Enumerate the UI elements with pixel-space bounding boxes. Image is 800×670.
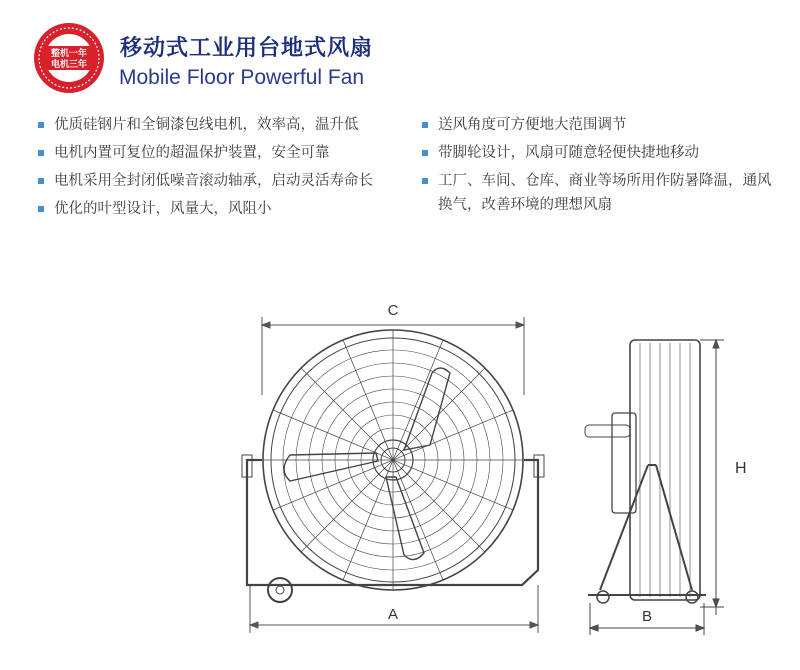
dimension-label-b: B <box>641 608 653 625</box>
feature-item: 电机内置可复位的超温保护装置，安全可靠 <box>36 141 396 165</box>
fan-side-view <box>585 340 724 635</box>
fan-technical-drawing <box>0 285 800 670</box>
feature-item: 优质硅钢片和全铜漆包线电机，效率高，温升低 <box>36 113 396 137</box>
warranty-badge <box>33 22 105 94</box>
dimension-label-a: A <box>387 606 399 623</box>
badge-line-1: 整机一年 <box>50 49 88 59</box>
feature-list-right <box>420 113 780 221</box>
feature-item: 优化的叶型设计，风量大，风阻小 <box>36 197 396 221</box>
feature-item: 带脚轮设计，风扇可随意轻便快捷地移动 <box>420 141 780 165</box>
dimension-label-h: H <box>735 460 747 477</box>
product-title-en: Mobile Floor Powerful Fan <box>119 66 365 89</box>
feature-item: 电机采用全封闭低噪音滚动轴承，启动灵活寿命长 <box>36 169 396 193</box>
dimension-label-c: C <box>387 302 399 319</box>
product-title-cn: 移动式工业用台地式风扇 <box>120 36 374 61</box>
feature-item: 工厂、车间、仓库、商业等场所用作防暑降温，通风换气，改善环境的理想风扇 <box>420 169 780 217</box>
badge-line-2: 电机三年 <box>50 60 88 70</box>
feature-list-left <box>36 113 396 225</box>
fan-front-view <box>242 330 544 602</box>
feature-item: 送风角度可方便地大范围调节 <box>420 113 780 137</box>
